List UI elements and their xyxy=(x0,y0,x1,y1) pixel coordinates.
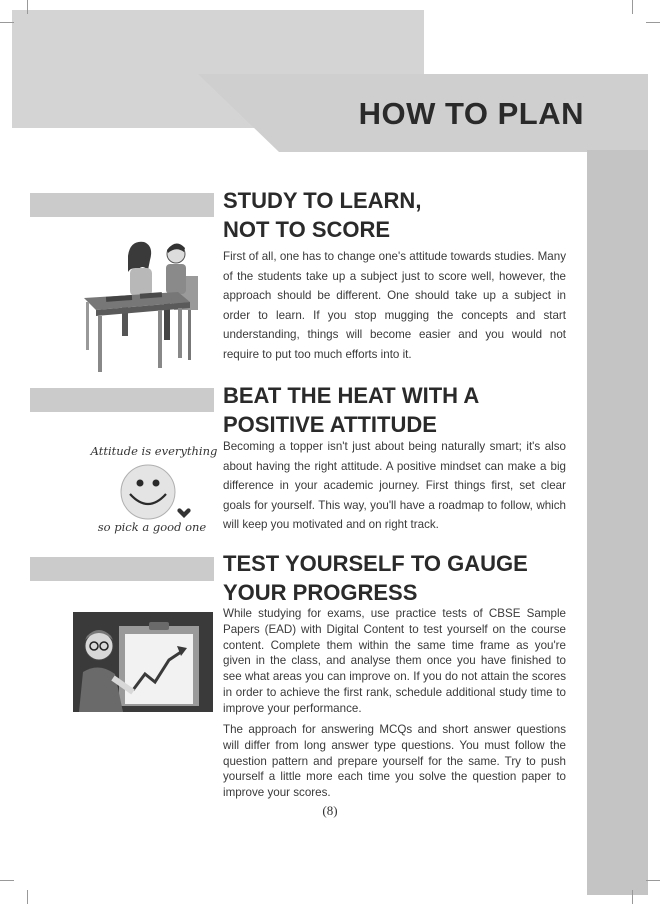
crop-mark xyxy=(0,880,14,881)
page-number: (8) xyxy=(322,803,338,818)
crop-mark xyxy=(632,890,633,904)
section-heading xyxy=(223,549,528,607)
girl-hair xyxy=(128,242,151,272)
heading-line: POSITIVE ATTITUDE xyxy=(223,412,437,437)
crop-mark xyxy=(0,22,14,23)
boy-body xyxy=(166,264,186,294)
section-bar xyxy=(30,557,214,581)
section-bar xyxy=(30,388,214,412)
heading-line: YOUR PROGRESS xyxy=(223,580,418,605)
section-body: While studying for exams, use practice tests of CBSE Sample Papers (EAD) with Digital Content to test yourself on the course content. Complete them within the same time frame as you're given in the class, and analyse them once you have finished to see what areas you can improve on. If you do not attain the scores in order to achieve the first rank, schedule additional study time to improve your performance. xyxy=(223,607,566,715)
heading-line: TEST YOURSELF TO GAUGE xyxy=(223,551,528,576)
heading-line: NOT TO SCORE xyxy=(223,217,391,242)
clipboard-clip xyxy=(149,622,169,630)
clipboard-paper xyxy=(125,634,193,704)
heading-line: STUDY TO LEARN, xyxy=(223,188,422,213)
desk-leg xyxy=(158,310,162,368)
smiley-face-icon xyxy=(121,465,175,519)
crop-mark xyxy=(27,890,28,904)
section-bar xyxy=(30,193,214,217)
smiley-illustration xyxy=(90,440,218,540)
heading-line: BEAT THE HEAT WITH A xyxy=(223,383,480,408)
girl-body xyxy=(130,268,152,296)
page-title: HOW TO PLAN xyxy=(358,96,584,131)
desk-leg xyxy=(178,308,182,358)
attitude-caption-bottom: so pick a good one xyxy=(97,520,207,534)
smiley-eye xyxy=(137,480,144,487)
section-heading xyxy=(223,186,421,244)
students-desk-illustration xyxy=(78,236,208,376)
crop-mark xyxy=(646,22,660,23)
progress-chart-illustration xyxy=(73,612,213,712)
desk-leg xyxy=(98,316,102,372)
section-body: The approach for answering MCQs and short answer questions will differ from long answer type questions. You must follow the question pattern and prepare yourself for the same. Try to push yourself a little more each time you solve the question paper to improve your scores. xyxy=(223,723,566,800)
right-margin-bar xyxy=(587,150,648,895)
desk-leg xyxy=(86,302,89,350)
section-body: Becoming a topper isn't just about being naturally smart; it's also about having the right attitude. A positive mindset can make a big difference in your academic journey. First things first, set clear goals for yourself. This way, you'll have a roadmap to follow, which will keep you motivated and on right track. xyxy=(223,440,566,531)
section-heading xyxy=(223,381,479,439)
crop-mark xyxy=(27,0,28,14)
attitude-caption-top: Attitude is everything xyxy=(90,444,218,458)
section-body: First of all, one has to change one's attitude towards studies. Many of the students take up a subject just to score well, however, the approach should be different. One should take up a subject in order to learn. If you stop mugging the concepts and start understanding, things will become easier and you would not require to put too much efforts into it. xyxy=(223,250,566,361)
crop-mark xyxy=(646,880,660,881)
smiley-eye xyxy=(153,480,160,487)
crop-mark xyxy=(632,0,633,14)
chair-leg xyxy=(188,310,191,360)
heart-icon xyxy=(177,508,190,518)
